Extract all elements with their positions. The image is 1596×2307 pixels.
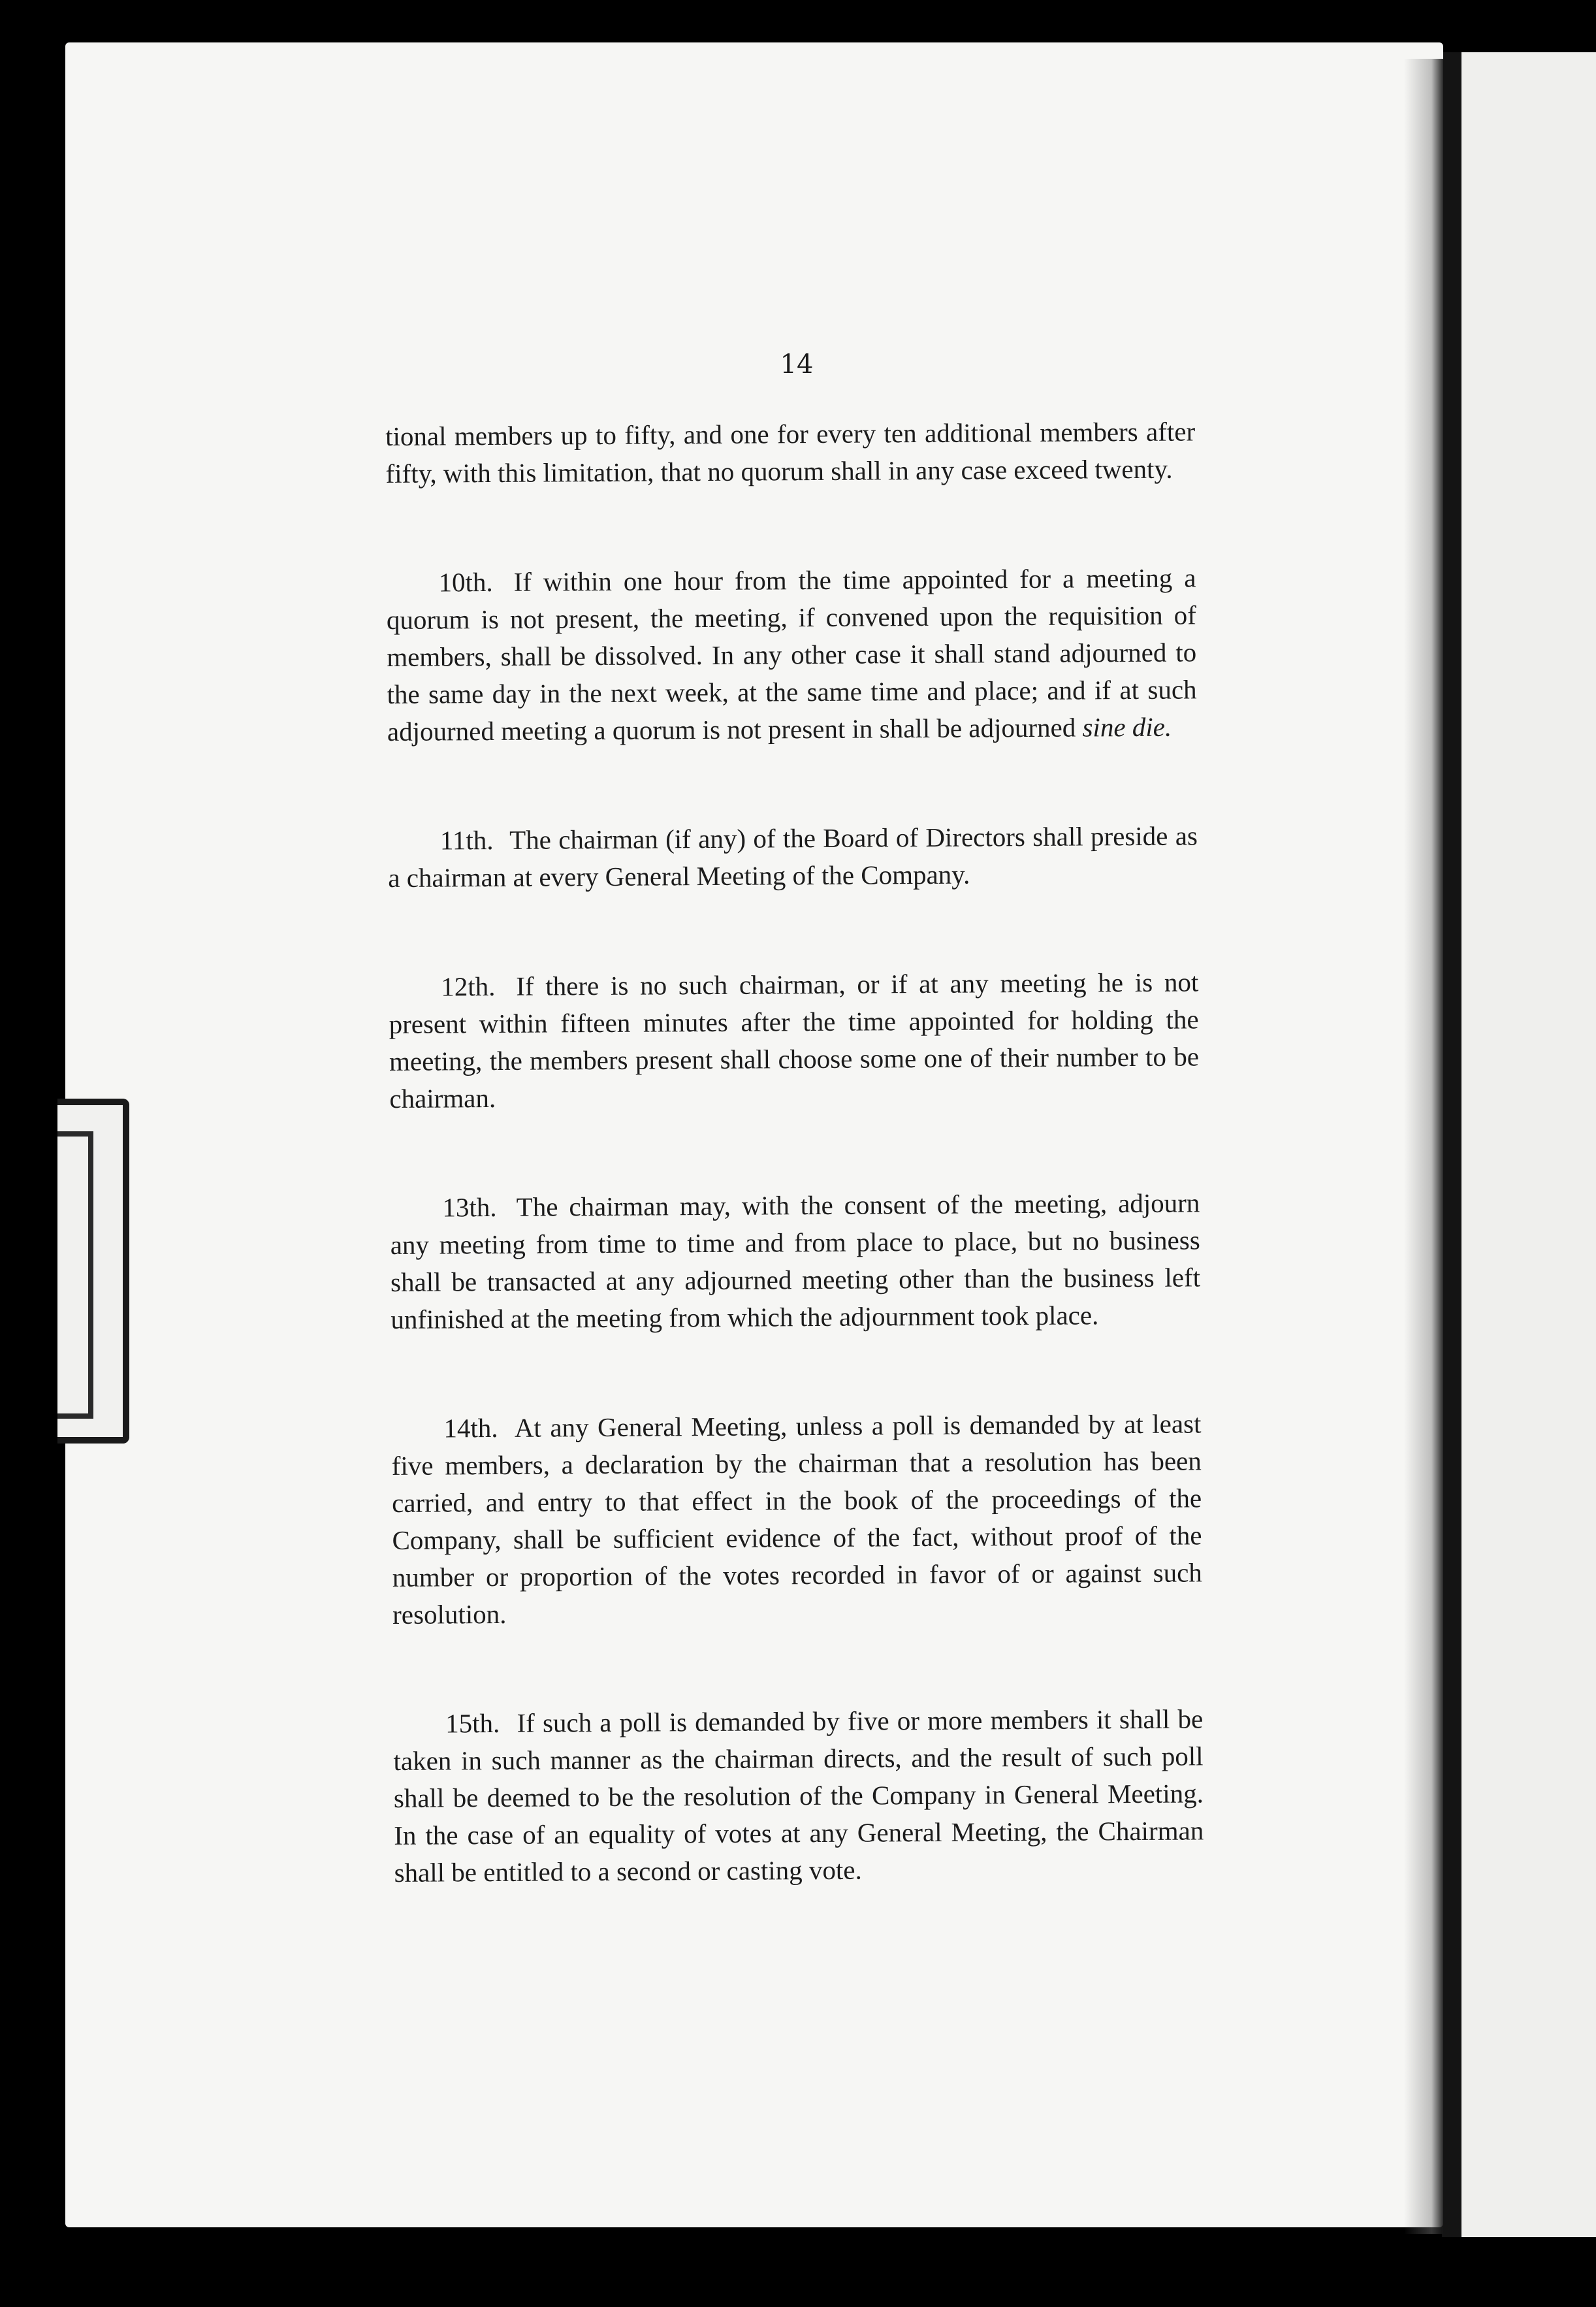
paragraph-text: The chairman may, with the consent of the meeting, adjourn any meeting from time to time and from place to place, but no business shall be transacted at any adjourned meeting other than the business left unfinished at the meeting from which the adjournment took place. [390,1187,1201,1334]
paragraph-continuation [385,413,1196,492]
paragraph-10th [386,559,1197,750]
paragraph-14th [391,1405,1202,1634]
paragraph-text: If within one hour from the time appointed for a meeting a quorum is not present, the meeting, if convened upon the requisition of members, shall be dissolved. In any other case it shall stand adjourned to the same day in the next week, at the same time and place; and if at such adjourned meeting a quorum is not present in shall be adjourned [386,562,1197,747]
body-text [385,413,1204,1963]
paragraph-number: 13th. [442,1191,497,1223]
paragraph-italic-tail: sine die. [1082,711,1172,743]
paragraph-number: 14th. [443,1412,498,1444]
adjacent-page-edge [1442,52,1596,2237]
paragraph-number: 15th. [445,1707,500,1739]
paragraph-number: 11th. [439,825,494,856]
paragraph-number: 10th. [438,566,493,598]
paragraph-13th [390,1184,1200,1338]
paragraph-12th [389,963,1199,1118]
page-number: 14 [780,349,814,379]
binding-clip-inner [57,1131,93,1419]
paragraph-number: 12th. [441,971,496,1002]
paragraph-15th [393,1700,1204,1892]
paragraph-11th [388,817,1198,897]
binding-clip [57,1099,129,1444]
paragraph-text: The chairman (if any) of the Board of Directors shall preside as a chairman at every General Meeting of the Company. [388,820,1198,893]
spine-shadow [1404,59,1443,2234]
paragraph-text: If such a poll is demanded by five or more members it shall be taken in such manner as the chairman directs, and the result of such poll shall be deemed to be the resolution of the Company in General Meeting. In the case of an equality of votes at any General Meeting, the Chairman shall be entitled to a second or casting vote. [393,1703,1204,1888]
paragraph-text: If there is no such chairman, or if at any meeting he is not present within fifteen minutes after the time appointed for holding the meeting, the members present shall choose some one of their number to be chairman. [389,967,1200,1114]
paragraph-text: At any General Meeting, unless a poll is demanded by at least five members, a declaration by the chairman that a resolution has been carried, and entry to that effect in the book of the proceedings of the Company, shall be sufficient evidence of the fact, without proof of the number or proportion of the votes recorded in favor of or against such resolution. [391,1408,1202,1630]
paragraph-text: tional members up to fifty, and one for every ten additional members after fifty, with this limitation, that no quorum shall in any case exceed twenty. [385,416,1196,489]
